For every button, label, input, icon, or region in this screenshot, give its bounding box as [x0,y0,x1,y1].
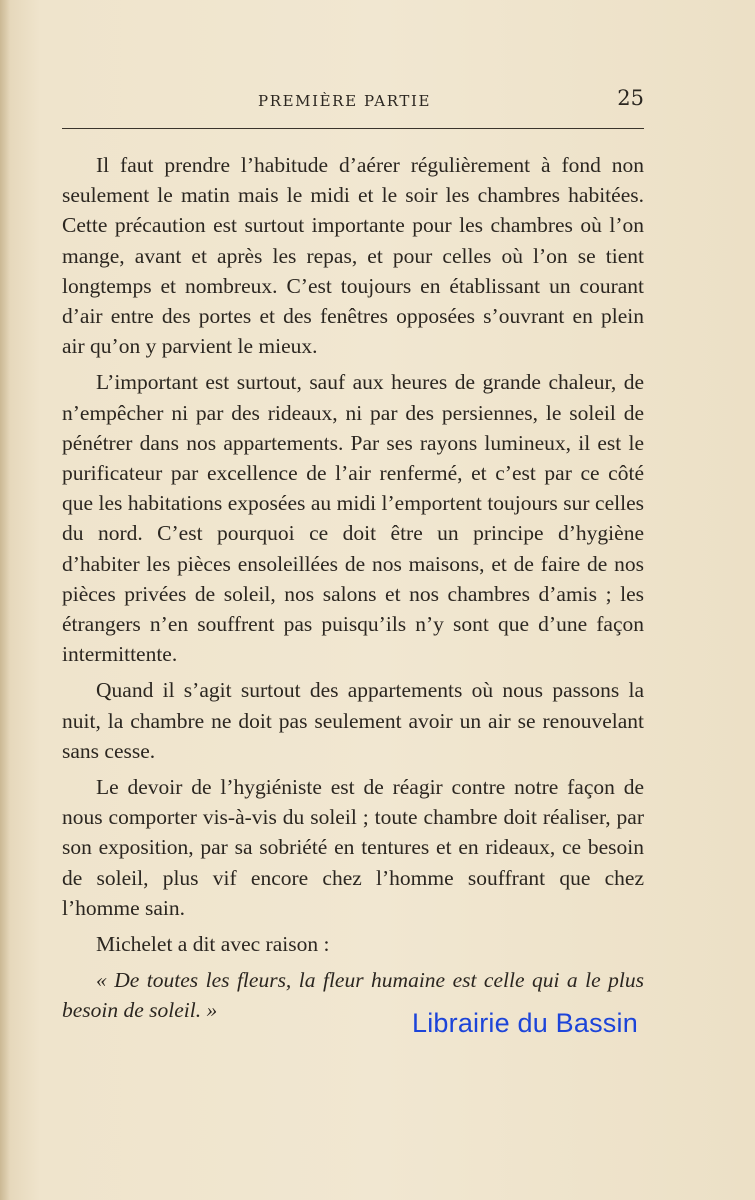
paragraph-3: Quand il s’agit surtout des appartements où nous passons la nuit, la chambre ne doit pas seulement avoir un air se renouvelant sans cesse. [62,678,644,763]
page-header [62,86,644,116]
paragraph-1: Il faut prendre l’habitude d’aérer régulièrement à fond non seulement le matin mais le midi et le soir les chambres habitées. Cette précaution est surtout importante pour les chambres où l’on mange, avant et après les repas, et pour celles où l’on se tient longtemps et nombreux. C’est toujours en établissant un courant d’air entre des portes et des fenêtres opposées s’ouvrant en plein air qu’on y parvient le mieux. [62,153,644,359]
running-title: PREMIÈRE PARTIE [258,92,432,110]
body-text [62,150,644,1032]
page-edge-shadow [0,0,10,1200]
paragraph-4: Le devoir de l’hygiéniste est de réagir contre notre façon de nous comporter vis-à-vis du soleil ; toute chambre doit réaliser, par son exposition, par sa sobriété en tentures et en rideaux, ce besoin de soleil, plus vif encore chez l’homme souffrant que chez l’homme sain. [62,775,644,920]
header-rule [62,128,644,129]
watermark: Librairie du Bassin [412,1008,638,1038]
quote: « De toutes les fleurs, la fleur humaine est celle qui a le plus besoin de soleil. » [62,968,644,1023]
quote-attribution: Michelet a dit avec raison : [96,932,330,957]
page-number: 25 [617,86,644,110]
paragraph-2: L’important est surtout, sauf aux heures de grande chaleur, de n’empêcher ni par des rideaux, ni par des persiennes, le soleil de pénétrer dans nos appartements. Par ses rayons lumineux, il est le purificateur par excellence de l’air renfermé, et c’est par ce côté que les habitations exposées au midi l’emportent toujours sur celles du nord. C’est pourquoi ce doit être un principe d’hygiène d’habiter les pièces ensoleillées de nos maisons, et de faire de nos pièces privées de soleil, nos salons et nos chambres d’amis ; les étrangers n’en souffrent pas puisqu’ils n’y sont que d’une façon intermittente. [62,370,644,667]
